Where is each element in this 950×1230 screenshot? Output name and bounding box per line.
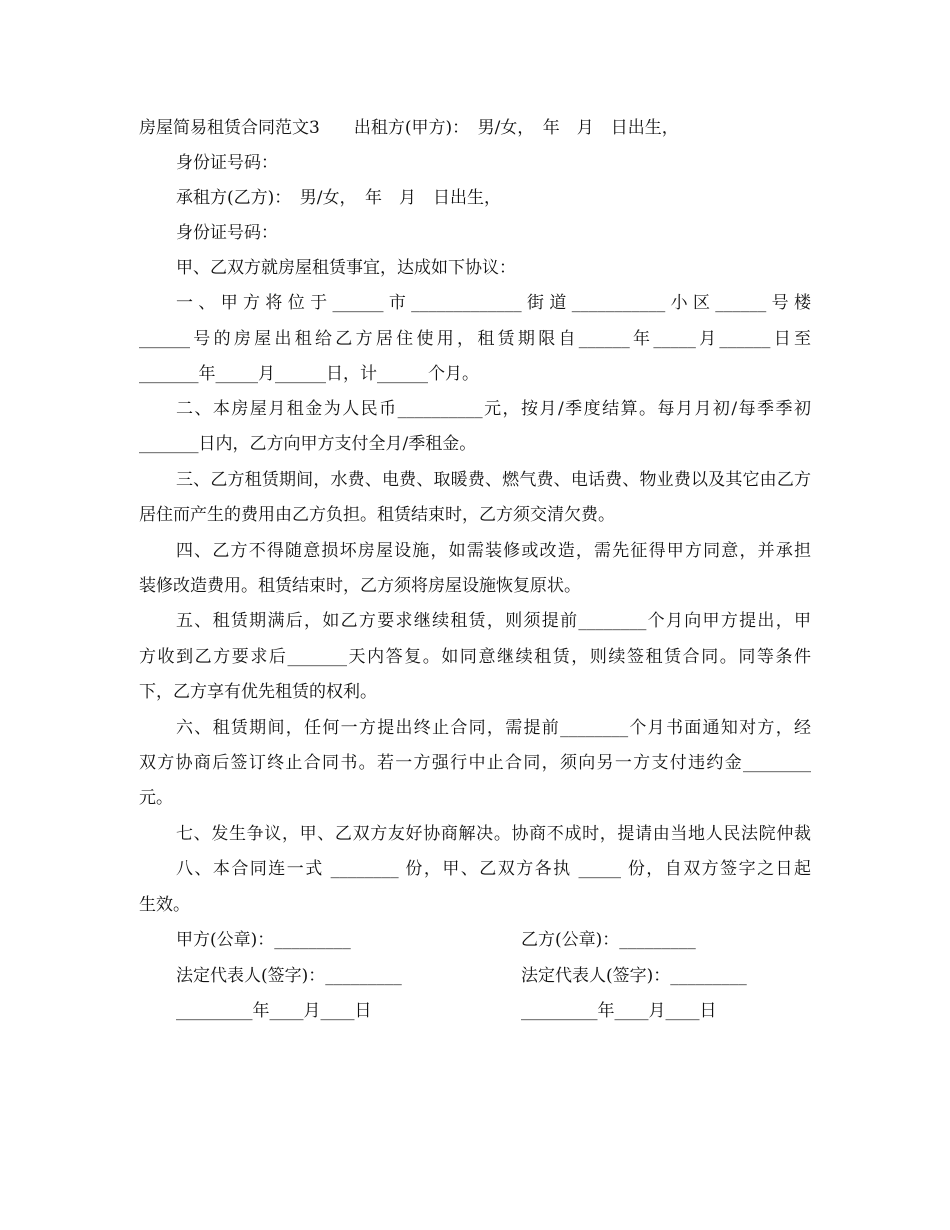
clause-8-line-2: 生效。 xyxy=(139,895,190,915)
clause-6-line-2: 双方协商后签订终止合同书。若一方强行中止合同，须向另一方支付违约金________ xyxy=(139,753,811,773)
party-a-date: _________年____月____日 xyxy=(176,1001,372,1021)
clause-2-line-2: _______日内，乙方向甲方支付全月/季租金。 xyxy=(139,434,477,454)
clause-5-line-2: 方收到乙方要求后_______天内答复。如同意继续租赁，则续签租赁合同。同等条件 xyxy=(139,647,811,667)
party-b-date: _________年____月____日 xyxy=(521,1001,717,1021)
lessee-id-line: 身份证号码： xyxy=(176,223,278,243)
clause-3-line-2: 居住而产生的费用由乙方负担。租赁结束时，乙方须交清欠费。 xyxy=(139,505,615,525)
clause-6-line-3: 元。 xyxy=(139,788,173,808)
clause-5-line-1: 五、租赁期满后，如乙方要求继续租赁，则须提前________个月向甲方提出，甲 xyxy=(176,611,811,631)
party-b-representative: 法定代表人(签字)：_________ xyxy=(521,966,747,986)
party-a-seal: 甲方(公章)：_________ xyxy=(176,930,351,950)
clause-4-line-2: 装修改造费用。租赁结束时，乙方须将房屋设施恢复原状。 xyxy=(139,576,581,596)
lessee-line: 承租方(乙方)： 男/女， 年 月 日出生， xyxy=(176,188,501,208)
clause-1-line-3: _______年_____月______日，计______个月。 xyxy=(139,364,479,384)
lessor-id-line: 身份证号码： xyxy=(176,153,278,173)
agreement-intro: 甲、乙双方就房屋租赁事宜，达成如下协议： xyxy=(176,258,516,278)
party-b-seal: 乙方(公章)：_________ xyxy=(521,930,696,950)
clause-8-line-1: 八、本合同连一式 ________ 份，甲、乙双方各执 _____ 份，自双方签字之日起 xyxy=(176,859,811,879)
clause-3-line-1: 三、乙方租赁期间，水费、电费、取暖费、燃气费、电话费、物业费以及其它由乙方 xyxy=(176,470,811,490)
clause-1-line-1: 一、甲方将位于______市_____________街道___________小区______号楼 xyxy=(176,293,811,313)
party-a-representative: 法定代表人(签字)：_________ xyxy=(176,966,402,986)
clause-1-line-2: ______号的房屋出租给乙方居住使用，租赁期限自______年_____月______日至 xyxy=(139,329,811,349)
clause-6-line-1: 六、租赁期间，任何一方提出终止合同，需提前________个月书面通知对方，经 xyxy=(176,718,811,738)
contract-title-line: 房屋简易租赁合同范文3 出租方(甲方)： 男/女， 年 月 日出生， xyxy=(139,118,679,138)
clause-4-line-1: 四、乙方不得随意损坏房屋设施，如需装修或改造，需先征得甲方同意，并承担 xyxy=(176,541,811,561)
clause-7-line: 七、发生争议，甲、乙双方友好协商解决。协商不成时，提请由当地人民法院仲裁 xyxy=(176,824,811,844)
clause-5-line-3: 下，乙方享有优先租赁的权利。 xyxy=(139,682,377,702)
clause-2-line-1: 二、本房屋月租金为人民币__________元，按月/季度结算。每月月初/每季季初 xyxy=(176,399,811,419)
